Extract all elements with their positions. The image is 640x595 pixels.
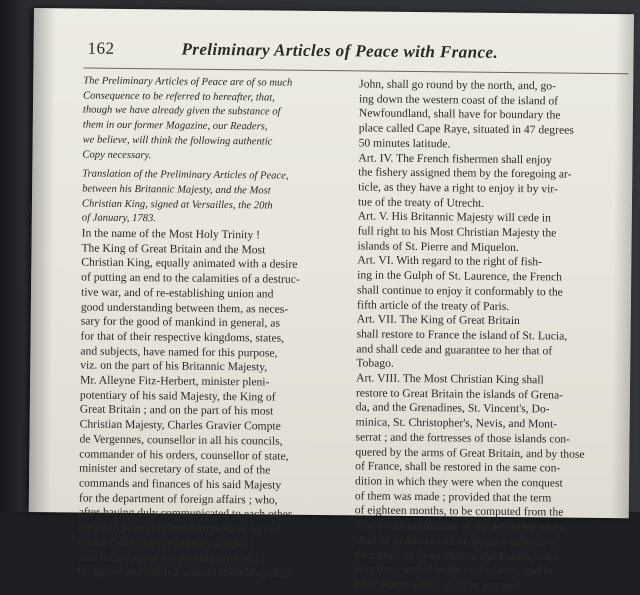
body-line: Christian King, equally animated with a desire [81, 255, 298, 272]
heading-line: between his Britannic Majesty, and the Most [82, 183, 271, 197]
intro-line: them in our former Magazine, our Readers, [82, 119, 268, 133]
body-line: Art. VII. The King of Great Britain [356, 312, 520, 328]
body-line: Art. VI. With regard to the right of fish- [357, 253, 543, 269]
body-line: time of the ratification of the definitive treaty, [354, 518, 568, 534]
body-line: viz. on the part of his Britannic Majesty, [80, 358, 268, 374]
body-line: da, and the Grenadines, St. Vincent's, Do- [355, 400, 550, 416]
body-line: Mr. Alleyne Fitz-Herbert, minister pleni- [80, 373, 270, 389]
body-line: 50 minutes latitude. [358, 136, 451, 151]
body-line: minister and secretary of state, and of the [79, 461, 271, 477]
body-line: on the following preliminary articles : [78, 535, 255, 551]
heading-line: Translation of the Preliminary Articles of Peace, [82, 168, 289, 182]
body-line: for that of their respective kingdoms, states, [80, 329, 285, 345]
body-line: of them was made ; provided that the term [354, 489, 552, 505]
body-line: islands of St. Pierre and Miquelon. [357, 239, 519, 254]
body-line: for the department of foreign affairs ; who, [78, 491, 278, 507]
body-line: The King of Great Britain and the Most [81, 241, 266, 257]
body-line: restore to Great Britain the islands of Grena- [355, 386, 564, 402]
book-page [29, 8, 634, 593]
body-line: Art. IV. The French fishermen shall enjoy [358, 150, 552, 166]
body-line: tue of the treaty of Utrecht. [357, 195, 485, 210]
body-line: of putting an end to the calamities of a destruc- [81, 270, 300, 286]
body-line: commander of his orders, counsellor of state, [79, 447, 289, 463]
body-line: the fishery assigned them by the foregoing ar- [358, 165, 572, 181]
body-line: may have settled in the said islands, and in [354, 562, 553, 578]
body-line: Newfoundland, shall have for boundary the [358, 106, 561, 122]
body-line: de Vergennes, counsellor in all his councils, [79, 432, 283, 448]
body-line: shall restore to France the island of St. Lucia, [356, 327, 568, 343]
body-line: the crown of Great Britain and France, who [354, 547, 557, 564]
body-line: In the name of the Most Holy Trinity ! [81, 226, 261, 242]
body-line: dition in which they were when the conquest [354, 474, 563, 490]
body-line: Christian Majesty, Charles Gravier Compte [79, 417, 281, 433]
body-line: ticle, as they have a right to enjoy it by vir- [358, 180, 558, 196]
body-line: John, shall go round by the north, and, go- [359, 77, 557, 93]
translation-heading [82, 168, 351, 230]
intro-line: though we have already given the substance of [82, 104, 281, 118]
heading-line: Christian King, signed at Versailles, the 20th [81, 198, 273, 212]
intro-line: Copy necessary. [82, 149, 152, 161]
body-line: full right to his Most Christian Majesty the [357, 224, 557, 240]
body-line: fifth article of the treaty of Paris. [356, 297, 510, 313]
body-line: serrat ; and the fortresses of those islands con- [355, 430, 571, 446]
body-line: Art. I. As soon as the preliminaries shall [78, 549, 265, 565]
body-line: good understanding between them, as neces- [80, 300, 289, 316]
page-number: 162 [87, 38, 115, 58]
body-line: ing down the western coast of the island of [359, 92, 559, 108]
body-line: ing in the Gulph of St. Laurence, the French [357, 268, 563, 284]
body-line: shall continue to enjoy it conformably to the [356, 283, 563, 299]
right-column [354, 77, 623, 594]
body-line: shall be granted to the respective subjects of [354, 533, 560, 549]
body-line: Tobago. [356, 356, 394, 371]
body-line: of eighteen months, to be computed from the [354, 503, 564, 519]
intro-line: The Preliminary Articles of Peace are of so much [83, 75, 293, 89]
left-column [78, 75, 351, 583]
body-line: sary for the good of mankind in general, as [80, 314, 281, 330]
body-line: be signed and ratified, sincere friendship shall [78, 564, 292, 580]
intro-line: we believe, will think the following authentic [82, 134, 273, 148]
body-line: potentiary of his said Majesty, the King of [79, 388, 276, 404]
intro-line: Consequence to be referred to hereafter, that, [83, 90, 275, 104]
body-line: Art. VIII. The Most Christian King shall [356, 371, 544, 387]
body-line: quered by the arms of Great Britain, and by those [355, 444, 585, 461]
body-line: after having duly communicated to each other [78, 505, 292, 522]
body-line: and shall cede and guarantee to her that of [356, 342, 553, 358]
body-line: and subjects, have named for this purpose, [80, 344, 278, 360]
treaty-body [78, 227, 350, 583]
body-line: their full powers in good form, have agreed [78, 520, 281, 536]
body-line: commands and finances of his said Majesty [78, 476, 282, 492]
body-line: other places which shall be restored [353, 577, 520, 593]
body-line: minica, St. Christopher's, Nevis, and Mont- [355, 415, 558, 431]
heading-line: of January, 1783. [81, 212, 157, 225]
body-line: Art. V. His Britannic Majesty will cede in [357, 209, 552, 225]
body-line: of France, shall be restored in the same con- [355, 459, 561, 475]
body-line: Great Britain ; and on the part of his most [79, 402, 274, 418]
intro-note [82, 75, 351, 166]
page-title: Preliminary Articles of Peace with France. [181, 39, 499, 62]
body-line: place called Cape Raye, situated in 47 degrees [358, 121, 574, 137]
body-line: tive war, and of re-establishing union and [80, 285, 274, 301]
